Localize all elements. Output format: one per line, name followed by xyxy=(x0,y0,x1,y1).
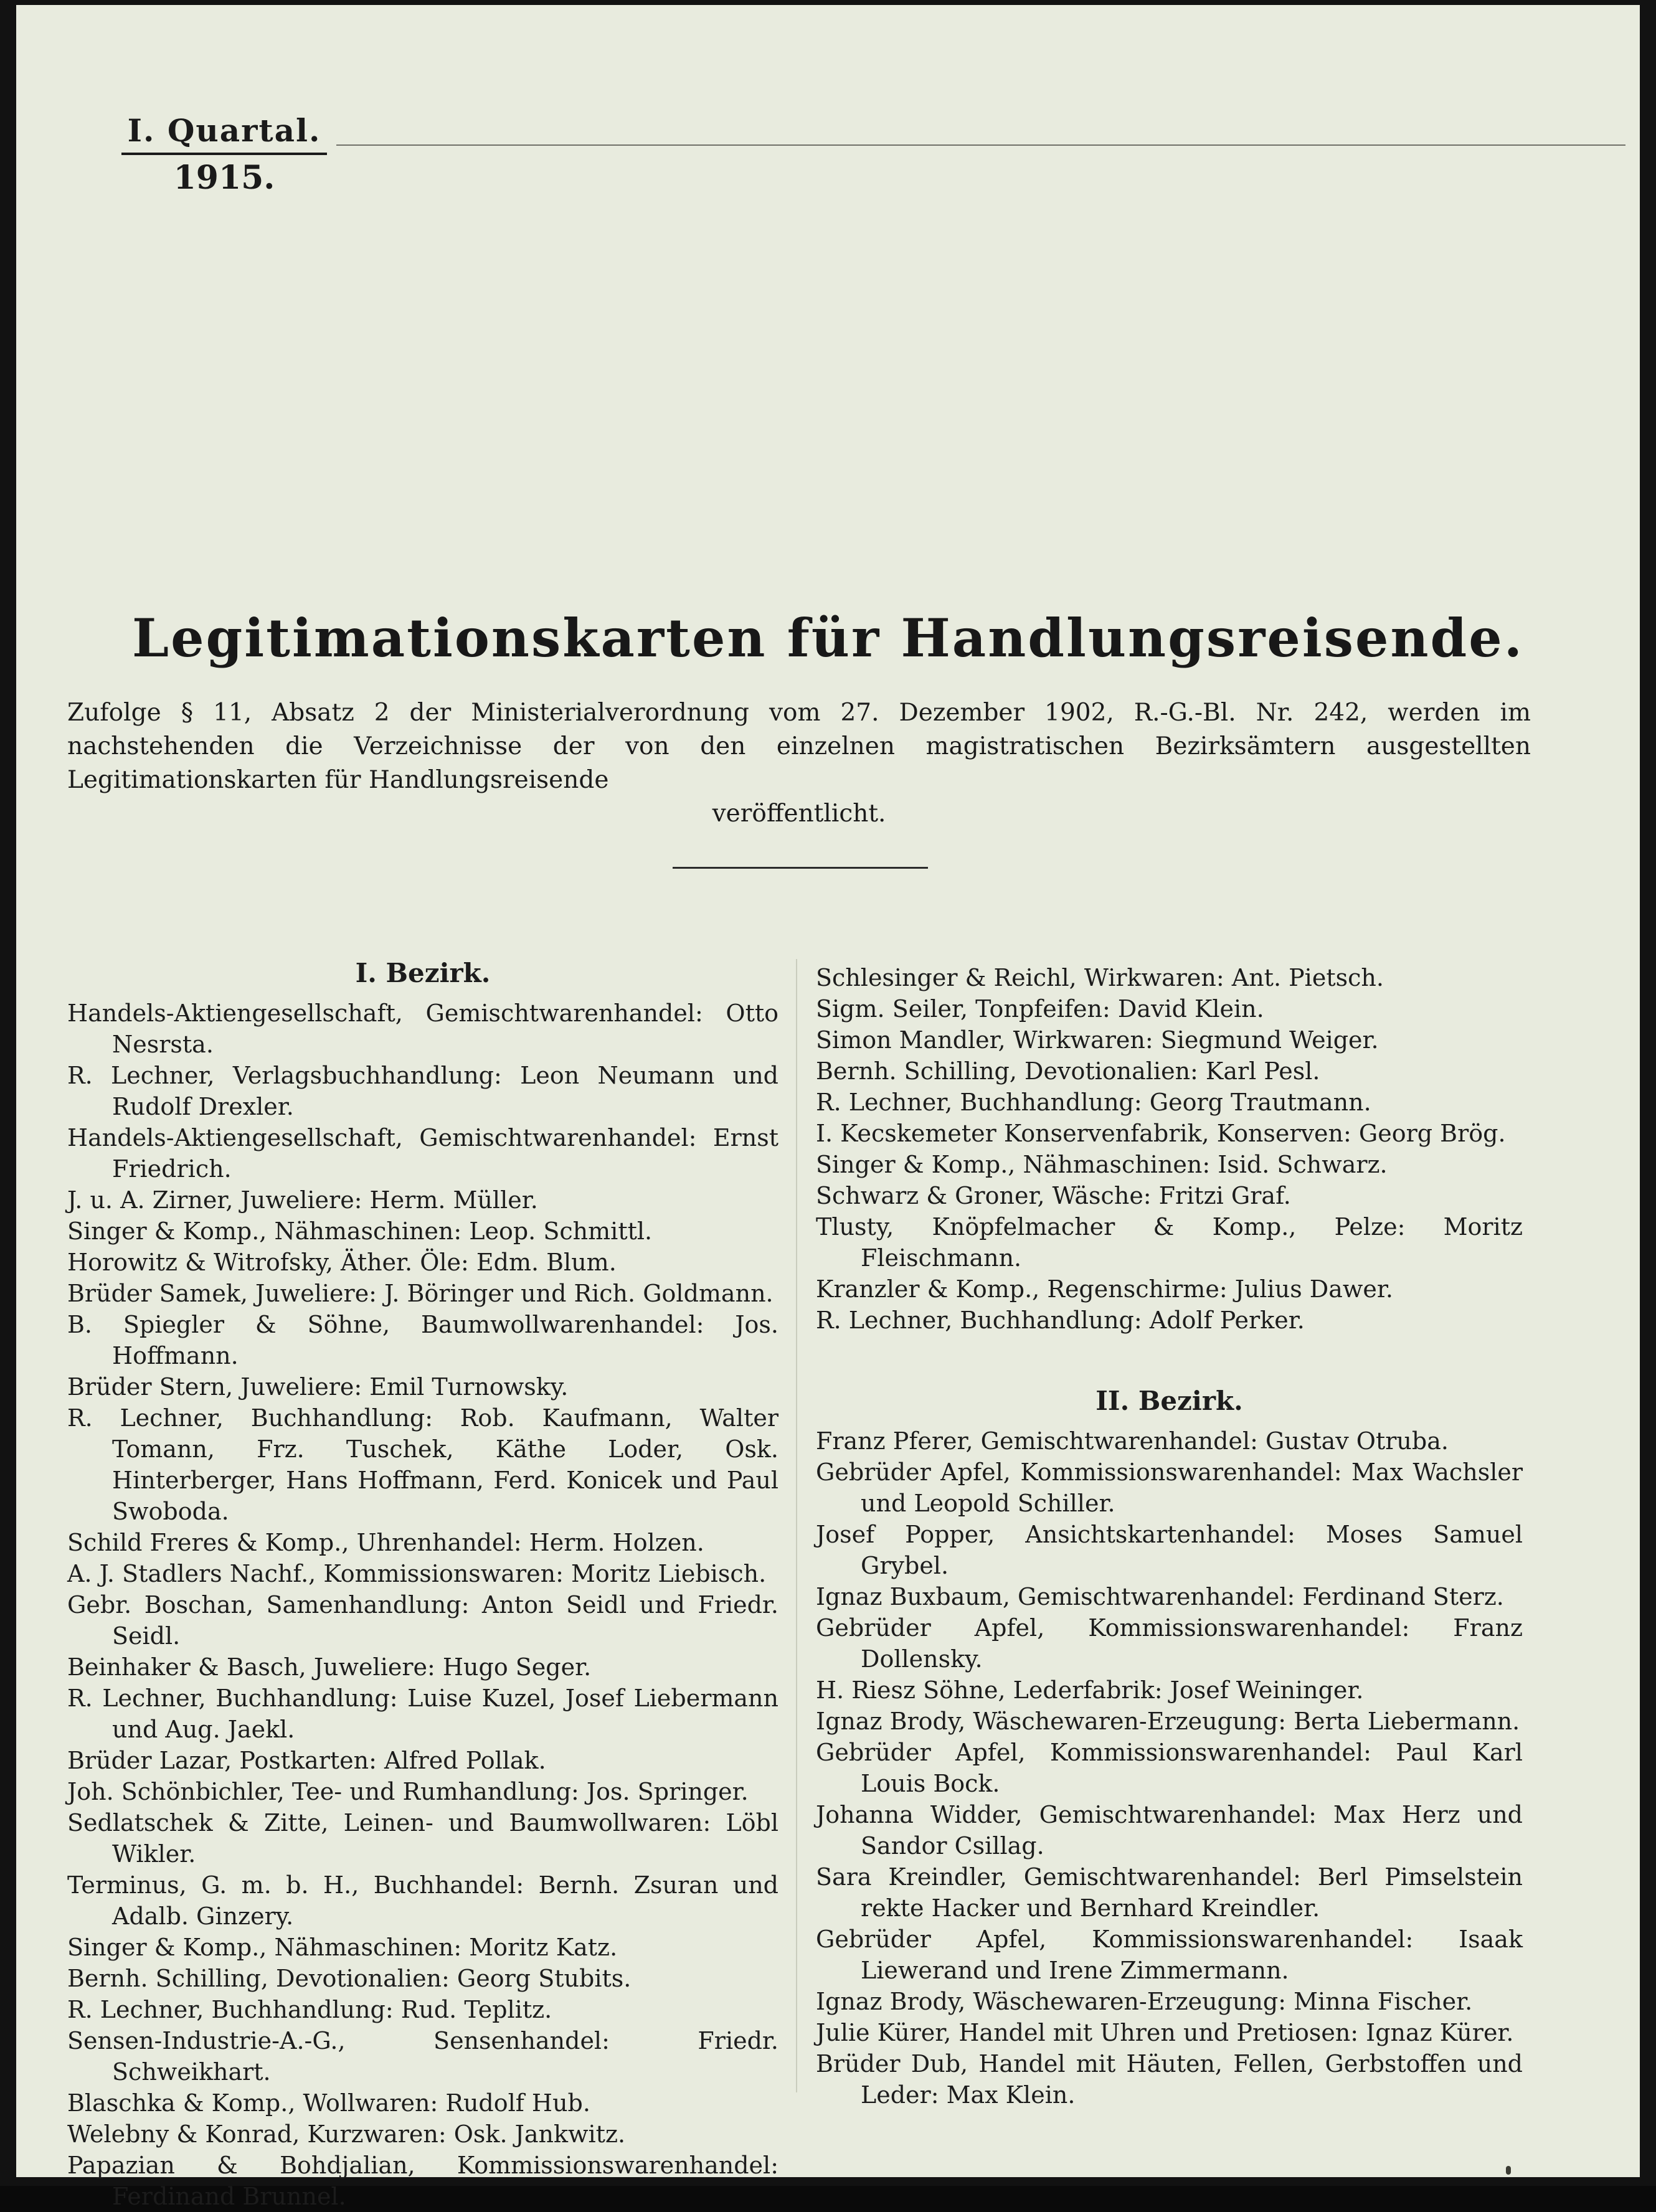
list-item: Schlesinger & Reichl, Wirkwaren: Ant. Pietsch. xyxy=(816,964,1384,991)
page-title: Legitimationskarten für Handlungsreisende. xyxy=(132,607,1524,669)
right-entry-list xyxy=(816,1425,1523,2110)
list-item: Singer & Komp., Nähmaschinen: Moritz Katz. xyxy=(67,1934,618,1961)
list-item: R. Lechner, Verlagsbuchhandlung: Leon Neumann und Rudolf Drexler. xyxy=(67,1062,778,1120)
list-item: Beinhaker & Basch, Juweliere: Hugo Seger. xyxy=(67,1653,592,1681)
list-item: Handels-Aktiengesellschaft, Gemischtwarenhandel: Ernst Friedrich. xyxy=(67,1124,778,1183)
list-item: Sensen-Industrie-A.-G., Sensenhandel: Friedr. Schweikhart. xyxy=(67,2027,778,2086)
list-item: Singer & Komp., Nähmaschinen: Isid. Schwarz. xyxy=(816,1151,1388,1178)
list-item: Sedlatschek & Zitte, Leinen- und Baumwollwaren: Löbl Wikler. xyxy=(67,1809,778,1868)
list-item: Josef Popper, Ansichtskartenhandel: Moses Samuel Grybel. xyxy=(816,1521,1523,1579)
list-item: R. Lechner, Buchhandlung: Luise Kuzel, Josef Liebermann und Aug. Jaekl. xyxy=(67,1685,778,1743)
list-item: J. u. A. Zirner, Juweliere: Herm. Müller. xyxy=(67,1186,538,1214)
list-item: Joh. Schönbichler, Tee- und Rumhandlung: Jos. Springer. xyxy=(67,1778,749,1805)
list-item: Ignaz Buxbaum, Gemischtwarenhandel: Ferdinand Sterz. xyxy=(816,1583,1504,1610)
list-item: Gebrüder Apfel, Kommissionswarenhandel: Franz Dollensky. xyxy=(816,1614,1523,1673)
list-item: Singer & Komp., Nähmaschinen: Leop. Schmittl. xyxy=(67,1217,653,1245)
list-item: Simon Mandler, Wirkwaren: Siegmund Weiger. xyxy=(816,1026,1379,1054)
list-item: Papazian & Bohdjalian, Kommissionswarenhandel: Ferdinand Brunnel. xyxy=(67,2152,778,2210)
list-item: Sara Kreindler, Gemischtwarenhandel: Berl Pimselstein rekte Hacker und Bernhard Kreindler. xyxy=(816,1863,1523,1922)
list-item: Brüder Lazar, Postkarten: Alfred Pollak. xyxy=(67,1747,546,1774)
list-item: R. Lechner, Buchhandlung: Rob. Kaufmann, Walter Tomann, Frz. Tuschek, Käthe Loder, Osk. Hinterberger, Hans Hoffmann, Ferd. Konicek und Paul Swoboda. xyxy=(67,1404,778,1525)
list-item: Schild Freres & Komp., Uhrenhandel: Herm. Holzen. xyxy=(67,1529,704,1556)
list-item: Bernh. Schilling, Devotionalien: Karl Pesl. xyxy=(816,1057,1320,1085)
list-item: Gebrüder Apfel, Kommissionswarenhandel: Max Wachsler und Leopold Schiller. xyxy=(816,1458,1523,1517)
list-item: Brüder Stern, Juweliere: Emil Turnowsky. xyxy=(67,1373,569,1401)
list-item: Johanna Widder, Gemischtwarenhandel: Max Herz und Sandor Csillag. xyxy=(816,1801,1523,1860)
left-entry-list xyxy=(67,998,778,2212)
list-item: Ignaz Brody, Wäschewaren-Erzeugung: Minna Fischer. xyxy=(816,1988,1473,2015)
section-gap xyxy=(816,1336,1523,1386)
list-item: R. Lechner, Buchhandlung: Georg Trautmann. xyxy=(816,1089,1371,1116)
quarter-label xyxy=(112,112,336,197)
list-item: R. Lechner, Buchhandlung: Rud. Teplitz. xyxy=(67,1996,552,2023)
ink-mark xyxy=(1506,2166,1511,2175)
list-item: Handels-Aktiengesellschaft, Gemischtwarenhandel: Otto Nesrsta. xyxy=(67,1000,778,1058)
quarter-text: I. Quartal. xyxy=(121,112,327,155)
list-item: Terminus, G. m. b. H., Buchhandel: Bernh. Zsuran und Adalb. Ginzery. xyxy=(67,1871,778,1930)
list-item: Sigm. Seiler, Tonpfeifen: David Klein. xyxy=(816,995,1264,1023)
title-divider xyxy=(673,867,928,869)
header-rule xyxy=(336,144,1625,146)
column-separator xyxy=(796,959,797,2092)
right-continued-list xyxy=(816,962,1523,1336)
list-item: H. Riesz Söhne, Lederfabrik: Josef Weininger. xyxy=(816,1676,1364,1704)
left-column xyxy=(67,958,778,2212)
intro-paragraph xyxy=(67,696,1531,831)
list-item: Welebny & Konrad, Kurzwaren: Osk. Jankwitz. xyxy=(67,2120,626,2148)
list-item: Blaschka & Komp., Wollwaren: Rudolf Hub. xyxy=(67,2089,590,2117)
list-item: Gebr. Boschan, Samenhandlung: Anton Seidl und Friedr. Seidl. xyxy=(67,1591,778,1650)
list-item: Horowitz & Witrofsky, Äther. Öle: Edm. Blum. xyxy=(67,1249,617,1276)
right-column xyxy=(816,962,1523,2110)
list-item: Julie Kürer, Handel mit Uhren und Pretiosen: Ignaz Kürer. xyxy=(816,2019,1514,2046)
list-item: Bernh. Schilling, Devotionalien: Georg Stubits. xyxy=(67,1965,632,1992)
list-item: Schwarz & Groner, Wäsche: Fritzi Graf. xyxy=(816,1182,1291,1209)
section-heading-bezirk-1: I. Bezirk. xyxy=(355,958,491,988)
section-heading-bezirk-2: II. Bezirk. xyxy=(1095,1386,1243,1416)
list-item: A. J. Stadlers Nachf., Kommissionswaren: Moritz Liebisch. xyxy=(67,1560,767,1587)
list-item: Franz Pferer, Gemischtwarenhandel: Gustav Otruba. xyxy=(816,1427,1449,1455)
list-item: Tlusty, Knöpfelmacher & Komp., Pelze: Moritz Fleischmann. xyxy=(816,1213,1523,1272)
list-item: Brüder Samek, Juweliere: J. Böringer und Rich. Goldmann. xyxy=(67,1280,774,1307)
list-item: Kranzler & Komp., Regenschirme: Julius Dawer. xyxy=(816,1275,1393,1303)
list-item: Brüder Dub, Handel mit Häuten, Fellen, Gerbstoffen und Leder: Max Klein. xyxy=(816,2050,1523,2109)
list-item: B. Spiegler & Söhne, Baumwollwarenhandel: Jos. Hoffmann. xyxy=(67,1311,778,1369)
intro-text: Zufolge § 11, Absatz 2 der Ministerialverordnung vom 27. Dezember 1902, R.-G.-Bl. Nr. 242, werden im nachstehenden die Verzeichnisse der von den einzelnen magistratischen Bezirksämtern ausgestellten Legitimationskarten für Handlungsreisende xyxy=(67,699,1531,794)
intro-last-line: veröffentlicht. xyxy=(712,800,886,828)
list-item: Gebrüder Apfel, Kommissionswarenhandel: Paul Karl Louis Bock. xyxy=(816,1739,1523,1797)
list-item: I. Kecskemeter Konservenfabrik, Konserven: Georg Brög. xyxy=(816,1120,1506,1147)
year-text: 1915. xyxy=(173,159,275,197)
list-item: R. Lechner, Buchhandlung: Adolf Perker. xyxy=(816,1307,1305,1334)
list-item: Gebrüder Apfel, Kommissionswarenhandel: Isaak Liewerand und Irene Zimmermann. xyxy=(816,1926,1523,1984)
list-item: Ignaz Brody, Wäschewaren-Erzeugung: Berta Liebermann. xyxy=(816,1708,1520,1735)
